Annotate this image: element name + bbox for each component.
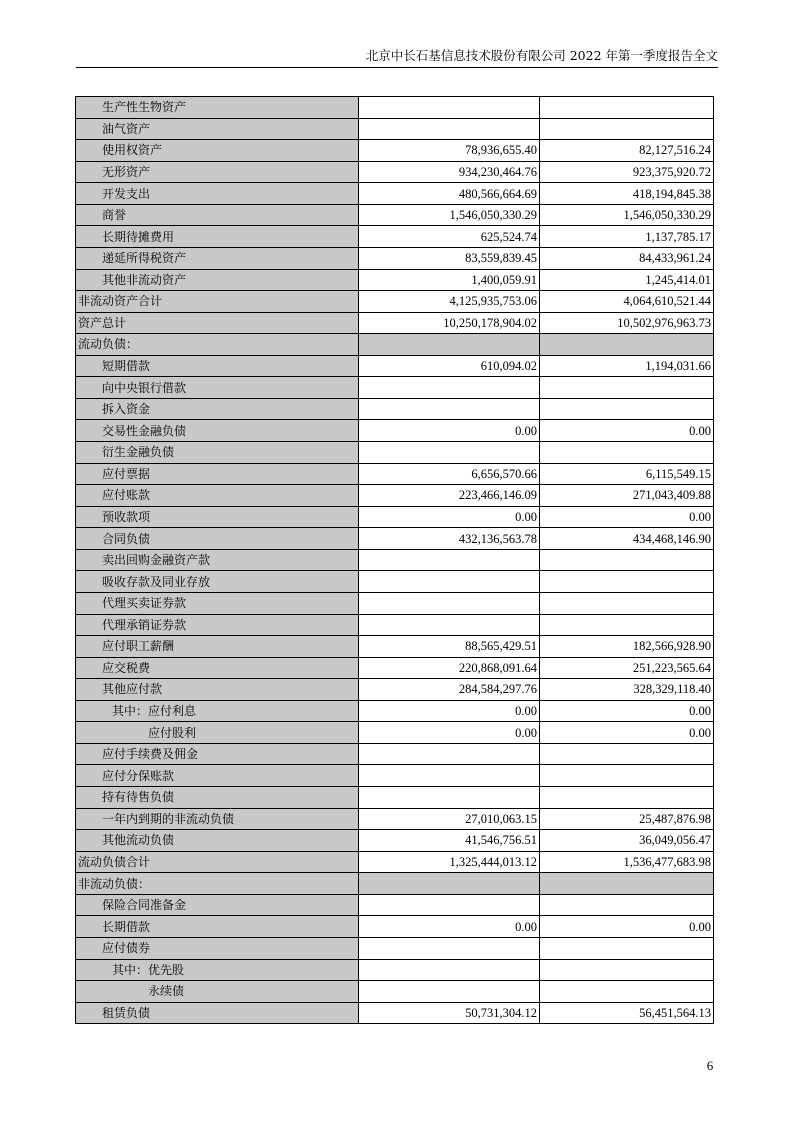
value-period-end — [359, 765, 540, 787]
row-label: 应付职工薪酬 — [76, 636, 359, 658]
value-prior-year-end — [540, 937, 714, 959]
value-period-end: 1,546,050,330.29 — [359, 204, 540, 226]
row-label: 流动负债合计 — [76, 851, 359, 873]
value-prior-year-end: 36,049,056.47 — [540, 830, 714, 852]
row-label: 衍生金融负债 — [76, 442, 359, 464]
value-period-end: 0.00 — [359, 420, 540, 442]
value-period-end: 0.00 — [359, 506, 540, 528]
balance-sheet-table — [75, 96, 714, 1024]
table-row — [76, 894, 714, 916]
value-period-end: 78,936,655.40 — [359, 140, 540, 162]
row-label: 交易性金融负债 — [76, 420, 359, 442]
value-prior-year-end — [540, 765, 714, 787]
value-prior-year-end — [540, 549, 714, 571]
value-prior-year-end — [540, 398, 714, 420]
value-prior-year-end: 1,245,414.01 — [540, 269, 714, 291]
row-label: 使用权资产 — [76, 140, 359, 162]
row-label: 短期借款 — [76, 355, 359, 377]
value-period-end: 41,546,756.51 — [359, 830, 540, 852]
value-prior-year-end — [540, 894, 714, 916]
value-period-end: 284,584,297.76 — [359, 679, 540, 701]
table-row — [76, 118, 714, 140]
table-row — [76, 183, 714, 205]
table-row — [76, 528, 714, 550]
row-label: 流动负债： — [76, 334, 359, 356]
value-period-end: 220,868,091.64 — [359, 657, 540, 679]
table-row — [76, 140, 714, 162]
row-label: 开发支出 — [76, 183, 359, 205]
value-period-end: 625,524.74 — [359, 226, 540, 248]
value-prior-year-end: 0.00 — [540, 916, 714, 938]
row-label: 向中央银行借款 — [76, 377, 359, 399]
value-period-end — [359, 959, 540, 981]
value-period-end: 88,565,429.51 — [359, 636, 540, 658]
table-row — [76, 312, 714, 334]
table-row — [76, 226, 714, 248]
value-period-end: 0.00 — [359, 916, 540, 938]
value-prior-year-end: 84,433,961.24 — [540, 247, 714, 269]
value-period-end: 6,656,570.66 — [359, 463, 540, 485]
value-prior-year-end: 923,375,920.72 — [540, 161, 714, 183]
value-prior-year-end: 328,329,118.40 — [540, 679, 714, 701]
table-row — [76, 291, 714, 313]
value-period-end: 0.00 — [359, 722, 540, 744]
value-period-end — [359, 398, 540, 420]
value-prior-year-end: 1,536,477,683.98 — [540, 851, 714, 873]
value-prior-year-end — [540, 442, 714, 464]
value-prior-year-end — [540, 377, 714, 399]
value-period-end: 480,566,664.69 — [359, 183, 540, 205]
row-label: 持有待售负债 — [76, 787, 359, 809]
table-row — [76, 549, 714, 571]
table-row — [76, 937, 714, 959]
value-prior-year-end: 56,451,564.13 — [540, 1002, 714, 1024]
table-row — [76, 334, 714, 356]
value-prior-year-end: 0.00 — [540, 722, 714, 744]
row-label: 其中：优先股 — [76, 959, 359, 981]
row-label: 其他应付款 — [76, 679, 359, 701]
table-row — [76, 873, 714, 895]
row-label: 合同负债 — [76, 528, 359, 550]
page-header: 北京中长石基信息技术股份有限公司 2022 年第一季度报告全文 — [76, 48, 718, 68]
row-label: 应付手续费及佣金 — [76, 743, 359, 765]
table-row — [76, 571, 714, 593]
value-period-end: 83,559,839.45 — [359, 247, 540, 269]
value-prior-year-end: 1,137,785.17 — [540, 226, 714, 248]
value-period-end: 432,136,563.78 — [359, 528, 540, 550]
value-period-end — [359, 937, 540, 959]
table-row — [76, 916, 714, 938]
value-period-end — [359, 592, 540, 614]
value-prior-year-end: 1,546,050,330.29 — [540, 204, 714, 226]
value-prior-year-end: 418,194,845.38 — [540, 183, 714, 205]
row-label: 保险合同准备金 — [76, 894, 359, 916]
row-label: 吸收存款及同业存放 — [76, 571, 359, 593]
table-row — [76, 377, 714, 399]
table-row — [76, 679, 714, 701]
table-row — [76, 636, 714, 658]
value-prior-year-end — [540, 571, 714, 593]
value-period-end: 1,325,444,013.12 — [359, 851, 540, 873]
value-period-end — [359, 614, 540, 636]
table-row — [76, 269, 714, 291]
row-label: 代理买卖证券款 — [76, 592, 359, 614]
value-prior-year-end — [540, 981, 714, 1003]
value-period-end — [359, 787, 540, 809]
value-prior-year-end: 4,064,610,521.44 — [540, 291, 714, 313]
row-label: 其他流动负债 — [76, 830, 359, 852]
row-label: 代理承销证券款 — [76, 614, 359, 636]
table-row — [76, 981, 714, 1003]
value-prior-year-end: 10,502,976,963.73 — [540, 312, 714, 334]
row-label: 租赁负债 — [76, 1002, 359, 1024]
row-label: 长期待摊费用 — [76, 226, 359, 248]
value-period-end — [359, 97, 540, 119]
table-row — [76, 765, 714, 787]
table-row — [76, 247, 714, 269]
row-label: 其中：应付利息 — [76, 700, 359, 722]
value-prior-year-end — [540, 118, 714, 140]
value-period-end — [359, 873, 540, 895]
row-label: 资产总计 — [76, 312, 359, 334]
table-row — [76, 700, 714, 722]
table-row — [76, 959, 714, 981]
value-prior-year-end: 0.00 — [540, 420, 714, 442]
value-period-end — [359, 442, 540, 464]
row-label: 应付股利 — [76, 722, 359, 744]
value-prior-year-end — [540, 873, 714, 895]
value-prior-year-end: 82,127,516.24 — [540, 140, 714, 162]
value-period-end — [359, 334, 540, 356]
value-period-end: 27,010,063.15 — [359, 808, 540, 830]
table-row — [76, 657, 714, 679]
value-prior-year-end: 271,043,409.88 — [540, 485, 714, 507]
value-period-end — [359, 571, 540, 593]
table-row — [76, 743, 714, 765]
row-label: 应付分保账款 — [76, 765, 359, 787]
value-period-end: 1,400,059.91 — [359, 269, 540, 291]
value-period-end: 50,731,304.12 — [359, 1002, 540, 1024]
table-row — [76, 851, 714, 873]
value-period-end — [359, 549, 540, 571]
value-prior-year-end — [540, 334, 714, 356]
row-label: 生产性生物资产 — [76, 97, 359, 119]
value-prior-year-end: 182,566,928.90 — [540, 636, 714, 658]
table-row — [76, 506, 714, 528]
value-period-end: 223,466,146.09 — [359, 485, 540, 507]
table-row — [76, 463, 714, 485]
row-label: 非流动负债： — [76, 873, 359, 895]
row-label: 卖出回购金融资产款 — [76, 549, 359, 571]
value-period-end — [359, 377, 540, 399]
table-row — [76, 808, 714, 830]
value-period-end: 934,230,464.76 — [359, 161, 540, 183]
value-period-end — [359, 743, 540, 765]
table-row — [76, 420, 714, 442]
table-row — [76, 485, 714, 507]
value-prior-year-end: 434,468,146.90 — [540, 528, 714, 550]
row-label: 应付票据 — [76, 463, 359, 485]
table-row — [76, 442, 714, 464]
value-prior-year-end: 0.00 — [540, 700, 714, 722]
table-row — [76, 830, 714, 852]
row-label: 应付债券 — [76, 937, 359, 959]
table-row — [76, 614, 714, 636]
table-row — [76, 161, 714, 183]
row-label: 拆入资金 — [76, 398, 359, 420]
table-row — [76, 592, 714, 614]
page-number: 6 — [706, 1058, 714, 1073]
table-row — [76, 398, 714, 420]
table-row — [76, 787, 714, 809]
value-prior-year-end — [540, 614, 714, 636]
table-row — [76, 722, 714, 744]
row-label: 递延所得税资产 — [76, 247, 359, 269]
row-label: 预收款项 — [76, 506, 359, 528]
value-prior-year-end: 25,487,876.98 — [540, 808, 714, 830]
value-prior-year-end — [540, 97, 714, 119]
value-prior-year-end: 6,115,549.15 — [540, 463, 714, 485]
row-label: 永续债 — [76, 981, 359, 1003]
row-label: 非流动资产合计 — [76, 291, 359, 313]
value-prior-year-end: 0.00 — [540, 506, 714, 528]
value-prior-year-end: 1,194,031.66 — [540, 355, 714, 377]
table-row — [76, 1002, 714, 1024]
table-row — [76, 97, 714, 119]
value-period-end: 4,125,935,753.06 — [359, 291, 540, 313]
value-period-end — [359, 894, 540, 916]
row-label: 长期借款 — [76, 916, 359, 938]
row-label: 一年内到期的非流动负债 — [76, 808, 359, 830]
value-prior-year-end — [540, 592, 714, 614]
value-period-end — [359, 981, 540, 1003]
value-prior-year-end — [540, 959, 714, 981]
value-prior-year-end — [540, 743, 714, 765]
value-prior-year-end — [540, 787, 714, 809]
row-label: 应付账款 — [76, 485, 359, 507]
value-period-end: 610,094.02 — [359, 355, 540, 377]
table-row — [76, 204, 714, 226]
row-label: 商誉 — [76, 204, 359, 226]
row-label: 无形资产 — [76, 161, 359, 183]
row-label: 其他非流动资产 — [76, 269, 359, 291]
row-label: 油气资产 — [76, 118, 359, 140]
table-row — [76, 355, 714, 377]
value-period-end: 10,250,178,904.02 — [359, 312, 540, 334]
row-label: 应交税费 — [76, 657, 359, 679]
value-period-end: 0.00 — [359, 700, 540, 722]
value-period-end — [359, 118, 540, 140]
value-prior-year-end: 251,223,565.64 — [540, 657, 714, 679]
balance-sheet-body — [76, 97, 714, 1024]
